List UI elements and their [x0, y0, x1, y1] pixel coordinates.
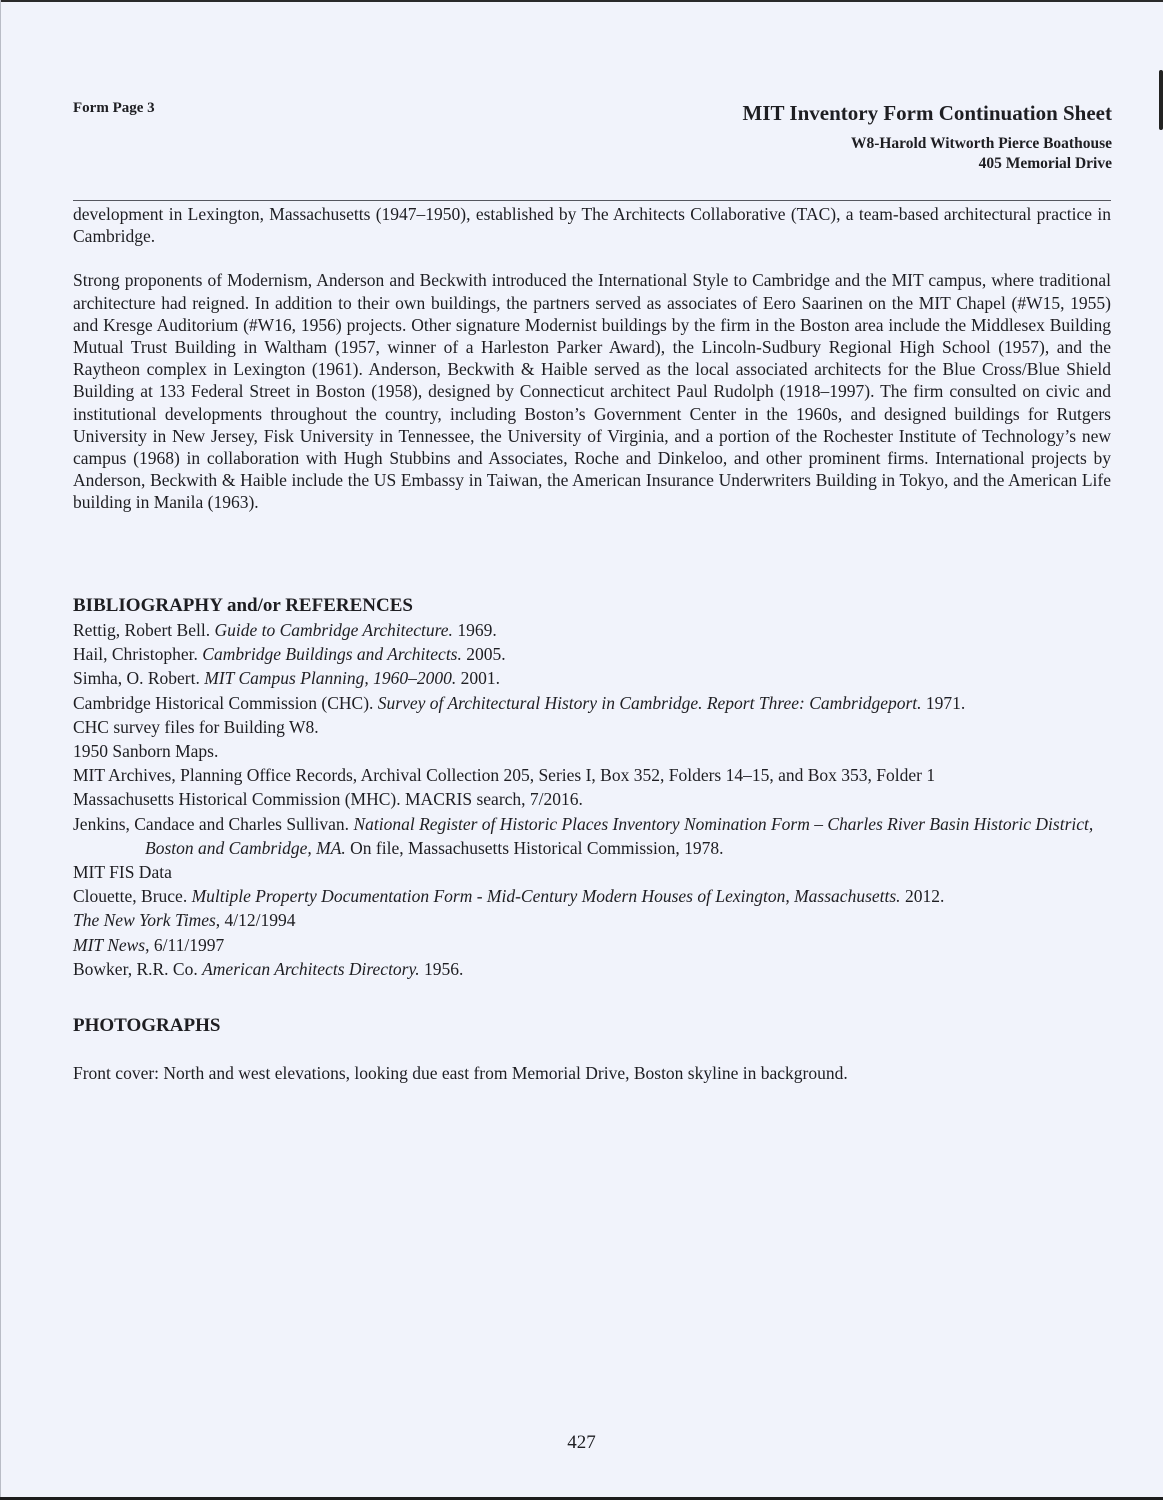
- scan-edge-mark: [1159, 70, 1163, 130]
- bibliography-entry: [73, 691, 1133, 715]
- bibliography-heading: BIBLIOGRAPHY and/or REFERENCES: [73, 595, 413, 616]
- body-text: [73, 203, 1111, 514]
- entry-author: Rettig, Robert Bell.: [73, 620, 215, 640]
- sheet-title: MIT Inventory Form Continuation Sheet: [742, 101, 1112, 125]
- entry-details: 1971.: [921, 692, 966, 713]
- building-address: 405 Memorial Drive: [978, 155, 1112, 172]
- page-border-left: [0, 0, 1, 1500]
- form-page-label: Form Page 3: [73, 100, 155, 116]
- bibliography-entry: [73, 618, 1133, 642]
- entry-title: National Register of Historic Places Inventory Nomination Form – Charles River Basin Historic District, Boston and Cambridge, MA.: [145, 813, 1094, 858]
- entry-title: Multiple Property Documentation Form - Mid-Century Modern Houses of Lexington, Massachusetts.: [191, 886, 901, 907]
- bibliography-entry: [73, 812, 1133, 860]
- entry-title: MIT Campus Planning, 1960–2000.: [204, 668, 457, 689]
- page-number: 427: [567, 1432, 596, 1453]
- entry-author: Hail, Christopher.: [73, 644, 203, 665]
- bibliography-entry: [73, 715, 1133, 739]
- bibliography-entry: [73, 933, 1133, 957]
- bibliography-entry: [73, 739, 1133, 763]
- bibliography-entry: [73, 860, 1133, 884]
- entry-details: 2012.: [900, 886, 945, 907]
- entry-title: The New York Times: [73, 910, 216, 931]
- entry-details: 2001.: [456, 668, 500, 689]
- bibliography-entry: [73, 787, 1133, 811]
- entry-details: 1969.: [452, 620, 497, 640]
- paragraph: development in Lexington, Massachusetts (1947–1950), established by The Architects Collaborative (TAC), a team-based architectural practice in Cambridge.: [73, 204, 1111, 247]
- entry-details: , 6/11/1997: [145, 934, 225, 955]
- bibliography-entry: [73, 884, 1133, 908]
- entry-details: , 4/12/1994: [215, 910, 296, 931]
- entry-author: CHC survey files for Building W8.: [73, 716, 319, 737]
- entry-author: Clouette, Bruce.: [73, 886, 192, 907]
- bibliography-entry: [73, 642, 1133, 666]
- bibliography-list: [73, 618, 1133, 981]
- entry-author: Simha, O. Robert.: [73, 668, 205, 689]
- entry-author: MIT FIS Data: [73, 862, 172, 883]
- bibliography-entry: [73, 763, 1133, 787]
- bibliography-entry: [73, 666, 1133, 690]
- entry-details: On file, Massachusetts Historical Commission, 1978.: [345, 837, 724, 858]
- entry-details: 1956.: [419, 958, 464, 979]
- paragraph: Strong proponents of Modernism, Anderson and Beckwith introduced the International Style to Cambridge and the MIT campus, where traditional architecture had reigned. In addition to their own buildings, the partners served as associates of Eero Saarinen on the MIT Chapel (#W15, 1955) and Kresge Auditorium (#W16, 1956) projects. Other signature Modernist buildings by the firm in the Boston area include the Middlesex Building Mutual Trust Building in Waltham (1957, winner of a Harleston Parker Award), the Lincoln-Sudbury Regional High School (1957), and the Raytheon complex in Lexington (1961). Anderson, Beckwith & Haible served as the local associated architects for the Blue Cross/Blue Shield Building at 133 Federal Street in Boston (1958), designed by Connecticut architect Paul Rudolph (1918–1997). The firm consulted on civic and institutional developments throughout the country, including Boston’s Government Center in the 1960s, and designed buildings for Rutgers University in New Jersey, Fisk University in Tennessee, the University of Virginia, and a portion of the Rochester Institute of Technology’s new campus (1968) in collaboration with Hugh Stubbins and Associates, Roche and Dinkeloo, and other prominent firms. International projects by Anderson, Beckwith & Haible include the US Embassy in Taiwan, the American Insurance Underwriters Building in Tokyo, and the American Life building in Manila (1963).: [73, 270, 1111, 513]
- entry-author: Massachusetts Historical Commission (MHC). MACRIS search, 7/2016.: [73, 789, 583, 810]
- entry-details: 2005.: [461, 644, 506, 665]
- photo-caption: Front cover: North and west elevations, looking due east from Memorial Drive, Boston skyline in background.: [73, 1063, 848, 1083]
- entry-title: Guide to Cambridge Architecture.: [214, 620, 453, 640]
- entry-title: Cambridge Buildings and Architects.: [202, 644, 462, 665]
- entry-title: Survey of Architectural History in Cambridge. Report Three: Cambridgeport.: [377, 692, 922, 713]
- photographs-section: [73, 1014, 1113, 1084]
- entry-author: 1950 Sanborn Maps.: [73, 741, 219, 762]
- entry-author: Jenkins, Candace and Charles Sullivan.: [73, 813, 354, 834]
- entry-author: Cambridge Historical Commission (CHC).: [73, 692, 378, 713]
- building-name: W8-Harold Witworth Pierce Boathouse: [850, 135, 1112, 152]
- photographs-heading: PHOTOGRAPHS: [73, 1015, 221, 1036]
- entry-title: American Architects Directory.: [202, 958, 420, 979]
- header-divider: [73, 200, 1111, 201]
- page-border-top: [0, 0, 1163, 2]
- page-header: [743, 100, 1112, 174]
- bibliography-section: [73, 594, 1133, 981]
- entry-author: MIT Archives, Planning Office Records, Archival Collection 205, Series I, Box 352, Folders 14–15, and Box 353, Folder 1: [73, 765, 936, 786]
- entry-author: Bowker, R.R. Co.: [73, 958, 203, 979]
- bibliography-entry: [73, 908, 1133, 932]
- entry-title: MIT News: [73, 934, 146, 955]
- bibliography-entry: [73, 957, 1133, 981]
